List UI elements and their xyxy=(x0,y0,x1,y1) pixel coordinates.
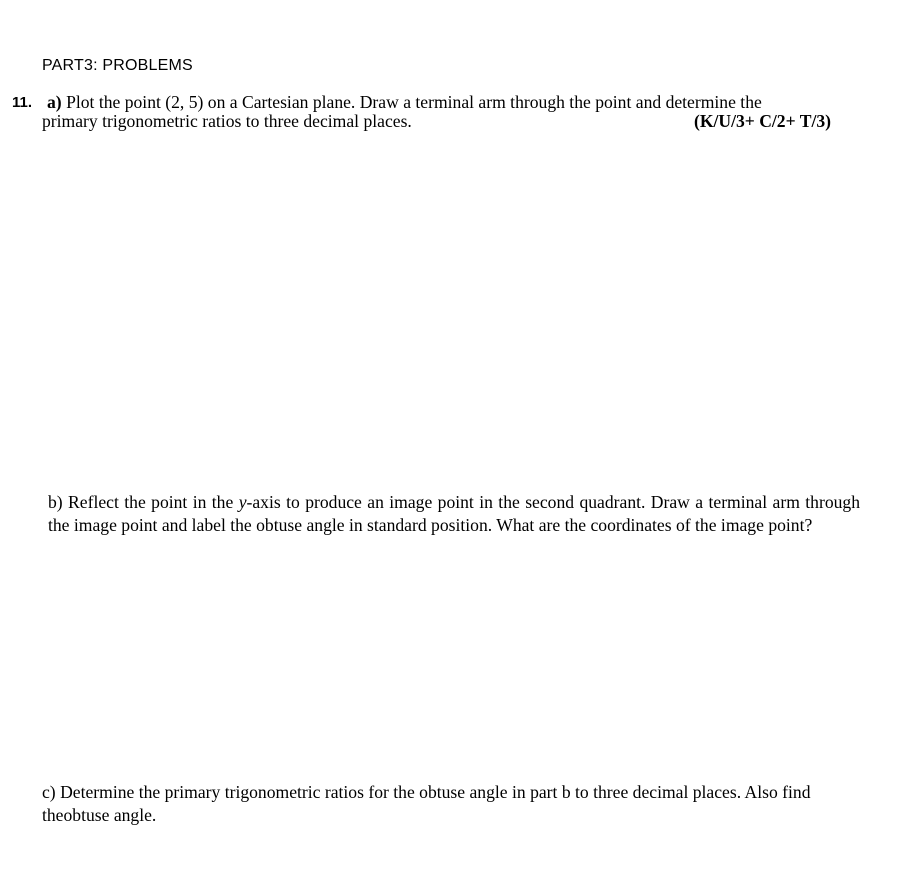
question-number: 11. xyxy=(12,94,33,111)
part-a-text-line-1: Plot the point (2, 5) on a Cartesian plane. Draw a terminal arm through the point and determine the xyxy=(66,92,762,112)
part-a-line-1 xyxy=(47,93,837,112)
part-b-text-end: -axis to produce an image point in the second quadrant. Draw a terminal arm through the image point and label the obtuse angle in standard position. What are the coordinates of the image point? xyxy=(48,492,861,535)
part-a-label: a) xyxy=(47,92,62,112)
section-title: PART3: PROBLEMS xyxy=(42,57,193,74)
marks-allocation: (K/U/3+ C/2+ T/3) xyxy=(693,111,831,131)
part-a-text-line-2: primary trigonometric ratios to three decimal places. xyxy=(42,111,412,131)
question-part-a xyxy=(42,92,837,131)
part-b-italic-variable: y xyxy=(238,492,247,512)
part-a-line-2 xyxy=(42,112,831,131)
question-part-c: c) Determine the primary trigonometric ratios for the obtuse angle in part b to three decimal places. Also find theobtuse angle. xyxy=(42,782,811,825)
part-b-text-start: b) Reflect the point in the xyxy=(48,492,239,512)
question-part-b xyxy=(48,491,860,537)
